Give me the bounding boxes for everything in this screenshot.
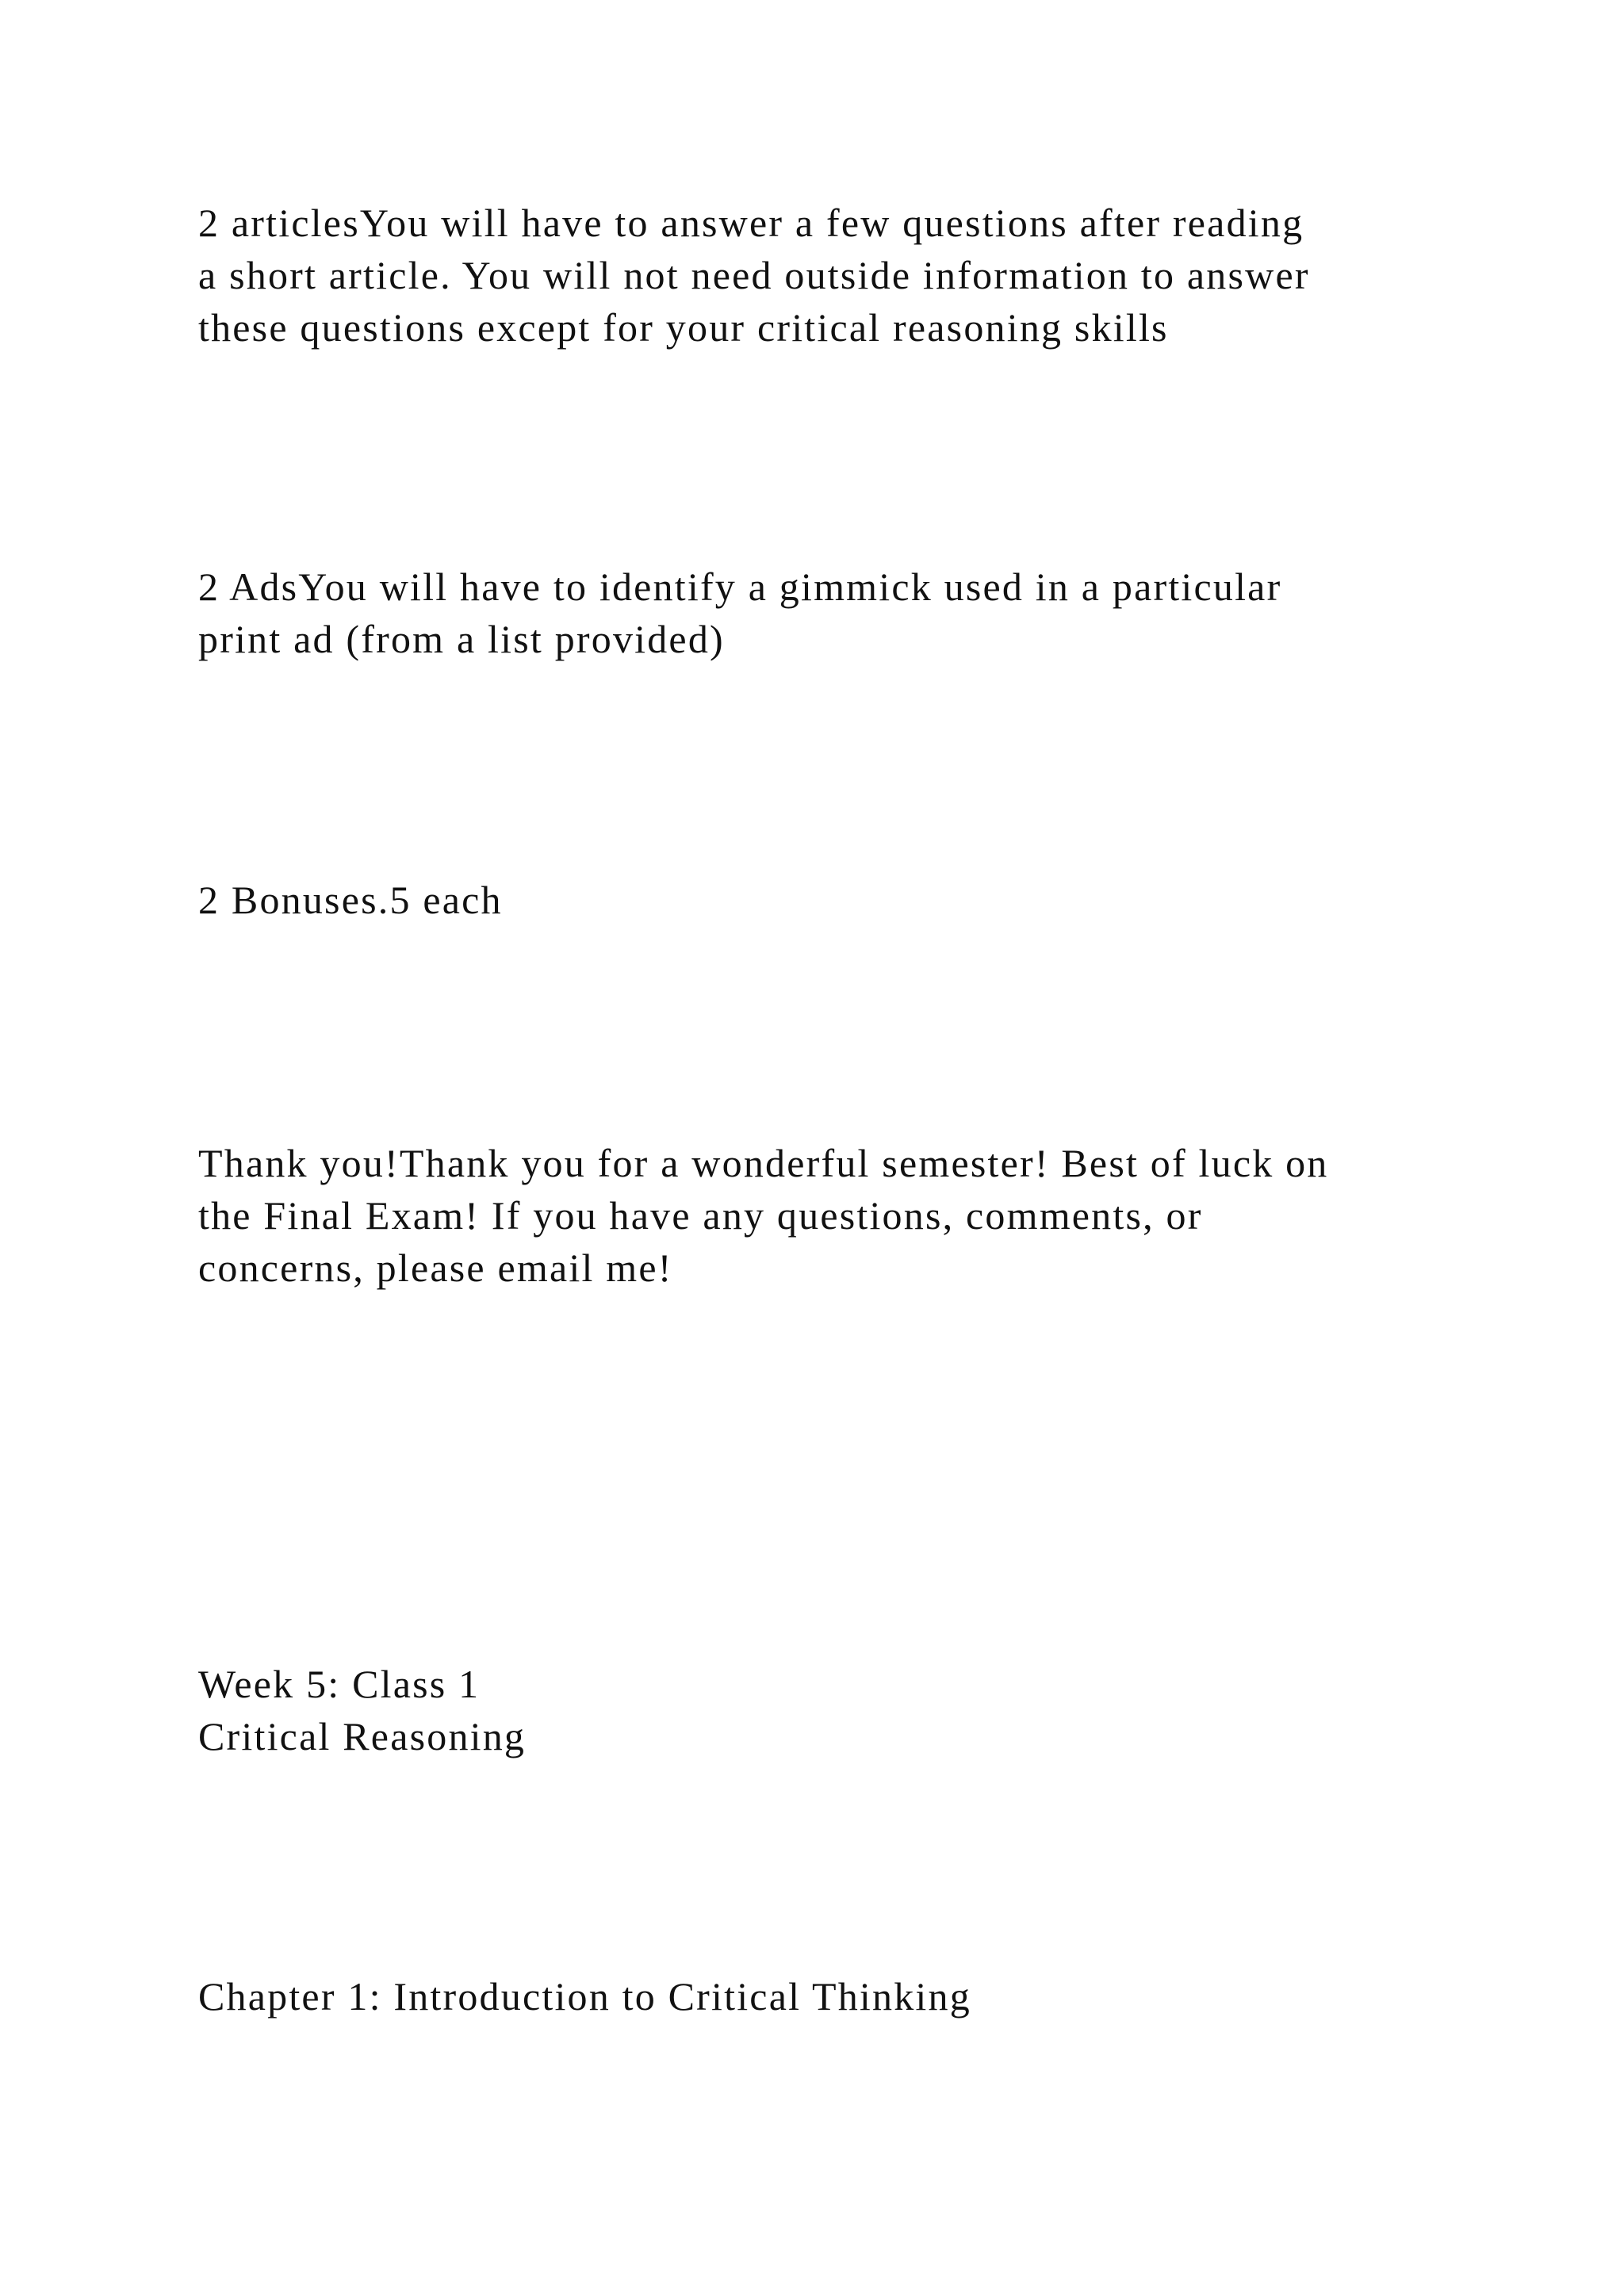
paragraph-thank-you: Thank you!Thank you for a wonderful semester! Best of luck on the Final Exam! If you have any questions, comments, or concerns, please email me! <box>198 1141 1329 1290</box>
paragraph-chapter-heading: Chapter 1: Introduction to Critical Thinking <box>198 1974 971 2019</box>
paragraph-bonuses: 2 Bonuses.5 each <box>198 878 503 922</box>
paragraph-week-class-heading: Week 5: Class 1 Critical Reasoning <box>198 1662 527 1758</box>
paragraph-ads-instructions: 2 AdsYou will have to identify a gimmick used in a particular print ad (from a list provided) <box>198 564 1282 661</box>
paragraph-articles-instructions: 2 articlesYou will have to answer a few questions after reading a short article. You will not need outside information to answer these questions except for your critical reasoning skills <box>198 201 1310 350</box>
